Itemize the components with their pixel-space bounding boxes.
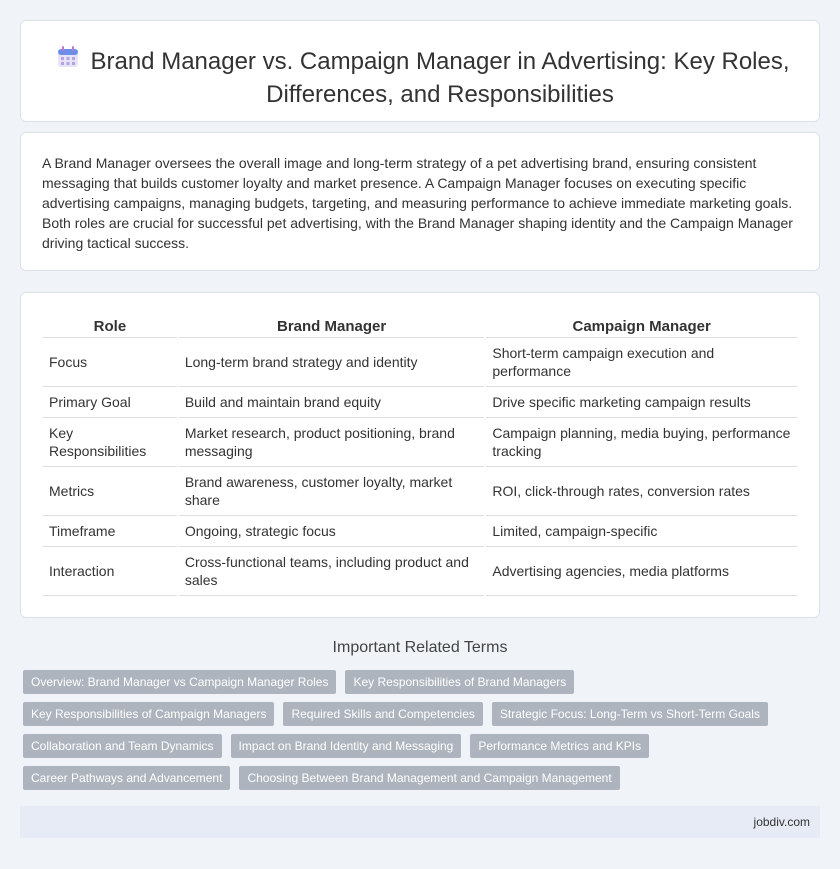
table-cell: Timeframe xyxy=(43,516,177,547)
table-row xyxy=(43,516,797,547)
table-cell: Interaction xyxy=(43,547,177,596)
footer xyxy=(20,806,820,838)
table-cell: Metrics xyxy=(43,467,177,516)
related-terms-heading: Important Related Terms xyxy=(332,639,508,656)
comparison-table xyxy=(41,315,799,596)
table-cell: Build and maintain brand equity xyxy=(179,387,485,418)
related-term-tag[interactable]: Choosing Between Brand Management and Campaign Management xyxy=(239,766,619,790)
table-cell: Key Responsibilities xyxy=(43,418,177,467)
table-cell: Ongoing, strategic focus xyxy=(179,516,485,547)
related-terms-list xyxy=(23,670,803,798)
table-cell: Brand awareness, customer loyalty, market share xyxy=(179,467,485,516)
related-term-tag[interactable]: Impact on Brand Identity and Messaging xyxy=(231,734,462,758)
related-term-tag[interactable]: Required Skills and Competencies xyxy=(283,702,482,726)
related-term-tag[interactable]: Key Responsibilities of Brand Managers xyxy=(345,670,574,694)
page-title: Brand Manager vs. Campaign Manager in Advertising: Key Roles, Differences, and Responsibilities xyxy=(90,48,790,108)
table-cell: Campaign planning, media buying, performance tracking xyxy=(486,418,797,467)
related-term-tag[interactable]: Performance Metrics and KPIs xyxy=(470,734,649,758)
related-term-tag[interactable]: Key Responsibilities of Campaign Managers xyxy=(23,702,274,726)
table-row xyxy=(43,418,797,467)
comparison-card xyxy=(20,292,820,618)
table-cell: Long-term brand strategy and identity xyxy=(179,338,485,387)
table-cell: Limited, campaign-specific xyxy=(486,516,797,547)
table-cell: Advertising agencies, media platforms xyxy=(486,547,797,596)
table-cell: Drive specific marketing campaign results xyxy=(486,387,797,418)
table-cell: Focus xyxy=(43,338,177,387)
table-cell: Market research, product positioning, brand messaging xyxy=(179,418,485,467)
table-row xyxy=(43,387,797,418)
calendar-icon xyxy=(56,45,80,74)
table-row xyxy=(43,467,797,516)
table-row xyxy=(43,338,797,387)
table-cell: ROI, click-through rates, conversion rates xyxy=(486,467,797,516)
related-term-tag[interactable]: Overview: Brand Manager vs Campaign Manager Roles xyxy=(23,670,336,694)
table-header-row xyxy=(43,315,797,338)
table-row xyxy=(43,547,797,596)
title-card xyxy=(20,20,820,122)
intro-card xyxy=(20,132,820,271)
related-term-tag[interactable]: Strategic Focus: Long-Term vs Short-Term Goals xyxy=(492,702,768,726)
table-cell: Primary Goal xyxy=(43,387,177,418)
column-header: Campaign Manager xyxy=(486,315,797,338)
table-cell: Short-term campaign execution and performance xyxy=(486,338,797,387)
intro-paragraph: A Brand Manager oversees the overall image and long-term strategy of a pet advertising brand, ensuring consistent messaging that builds customer loyalty and market presence. A Campaign Manager focuses on executing specific advertising campaigns, managing budgets, targeting, and measuring performance to achieve immediate marketing goals. Both roles are crucial for successful pet advertising, with the Brand Manager shaping identity and the Campaign Manager driving tactical success. xyxy=(42,155,793,251)
related-term-tag[interactable]: Career Pathways and Advancement xyxy=(23,766,230,790)
related-term-tag[interactable]: Collaboration and Team Dynamics xyxy=(23,734,222,758)
footer-site-link[interactable]: jobdiv.com xyxy=(753,815,810,829)
column-header: Role xyxy=(43,315,177,338)
column-header: Brand Manager xyxy=(179,315,485,338)
table-cell: Cross-functional teams, including product and sales xyxy=(179,547,485,596)
